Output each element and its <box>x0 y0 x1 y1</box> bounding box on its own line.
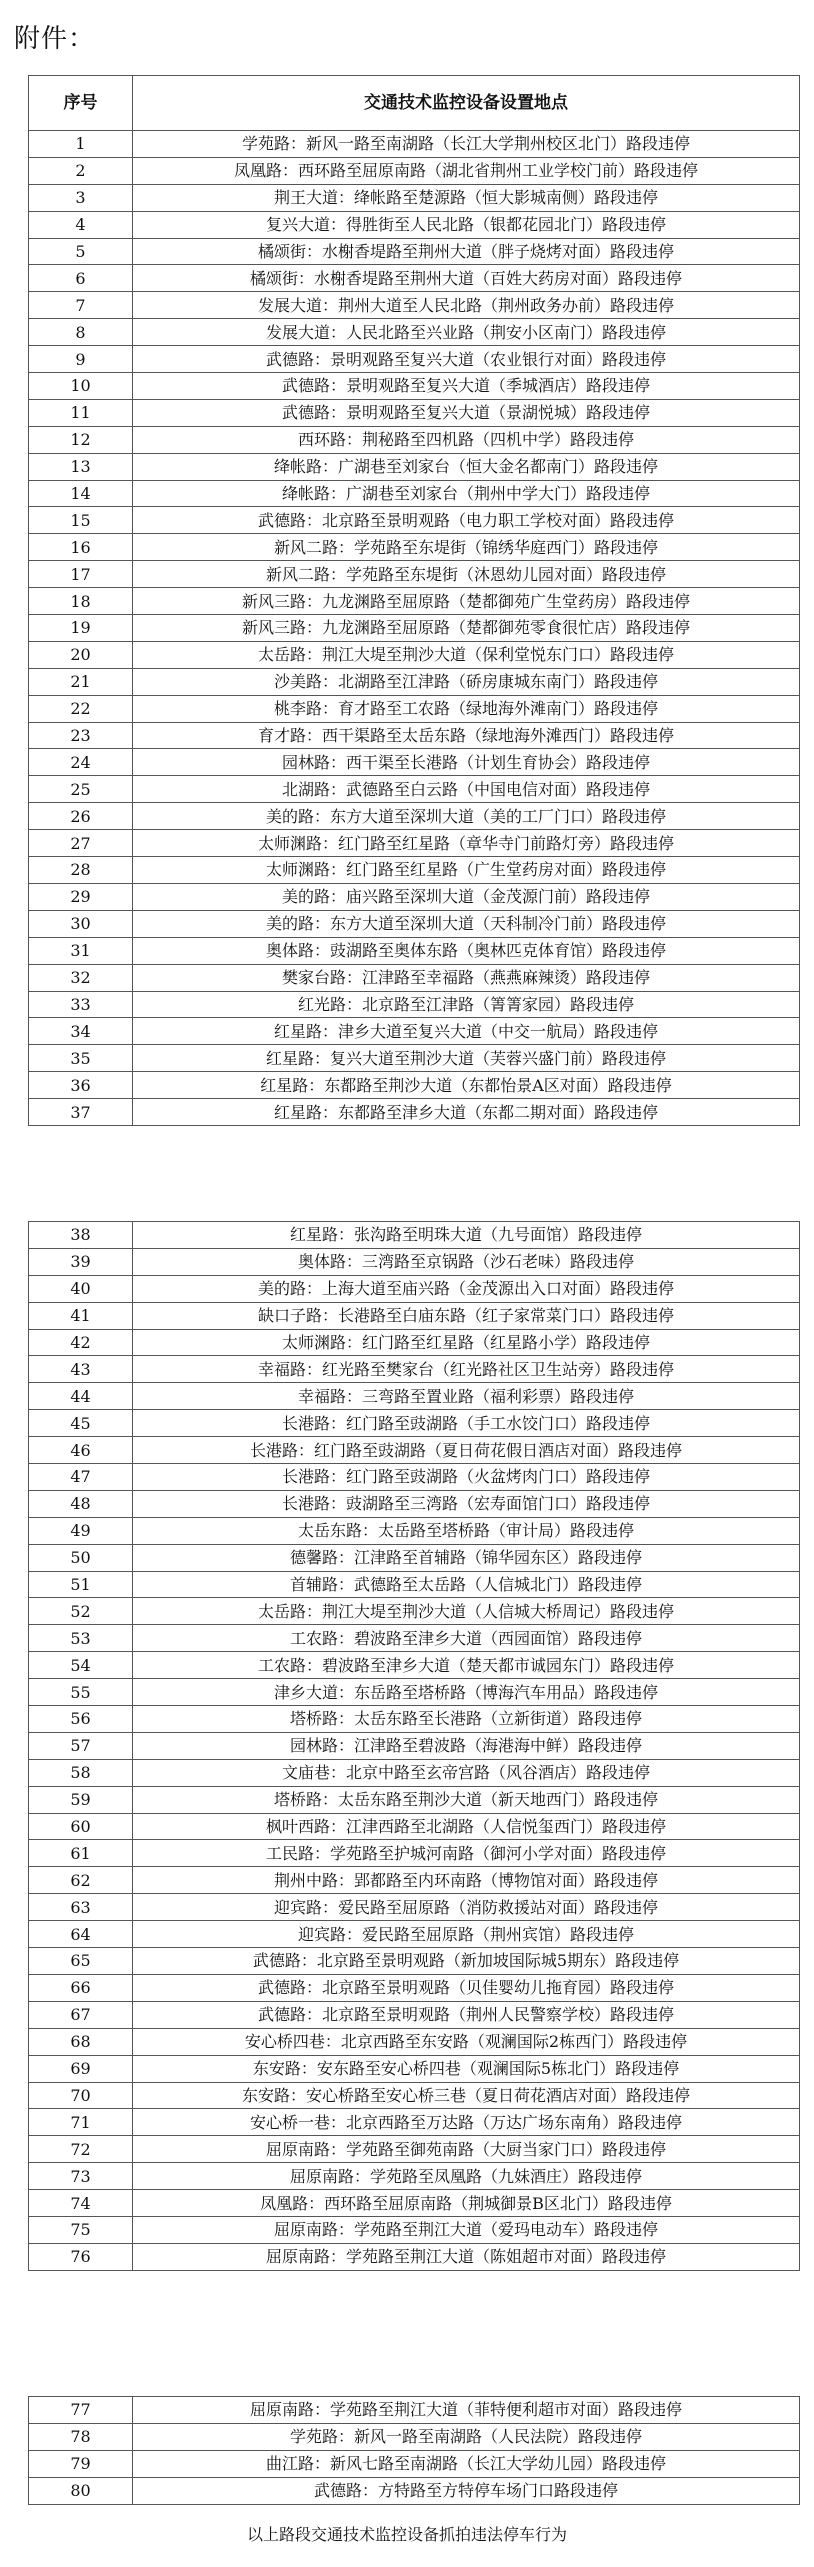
table-row <box>29 1759 800 1786</box>
row-location: 凤凰路：西环路至屈原南路（湖北省荆州工业学校门前）路段违停 <box>133 157 800 184</box>
row-location: 桃李路：育才路至工农路（绿地海外滩南门）路段违停 <box>133 695 800 722</box>
row-location: 武德路：景明观路至复兴大道（农业银行对面）路段违停 <box>133 346 800 373</box>
table-row <box>29 668 800 695</box>
row-seq: 70 <box>29 2082 133 2109</box>
row-seq: 67 <box>29 2001 133 2028</box>
row-seq: 77 <box>29 2397 133 2424</box>
table-row <box>29 1302 800 1329</box>
row-seq: 13 <box>29 453 133 480</box>
table-row <box>29 2243 800 2270</box>
table-row <box>29 991 800 1018</box>
row-location: 屈原南路：学苑路至凤凰路（九妹酒庄）路段违停 <box>133 2163 800 2190</box>
table-row <box>29 426 800 453</box>
table-row <box>29 1437 800 1464</box>
table-row <box>29 722 800 749</box>
row-seq: 17 <box>29 561 133 588</box>
table-row <box>29 1490 800 1517</box>
table-row <box>29 803 800 830</box>
row-seq: 8 <box>29 319 133 346</box>
row-location: 西环路：荆秘路至四机路（四机中学）路段违停 <box>133 426 800 453</box>
table-row <box>29 1948 800 1975</box>
table-row <box>29 1706 800 1733</box>
row-location: 园林路：西干渠至长港路（计划生育协会）路段违停 <box>133 749 800 776</box>
row-seq: 65 <box>29 1948 133 1975</box>
row-location: 凤凰路：西环路至屈原南路（荆城御景B区北门）路段违停 <box>133 2190 800 2217</box>
table-row <box>29 453 800 480</box>
row-location: 绛帐路：广湖巷至刘家台（荆州中学大门）路段违停 <box>133 480 800 507</box>
row-location: 武德路：景明观路至复兴大道（景湖悦城）路段违停 <box>133 399 800 426</box>
row-seq: 23 <box>29 722 133 749</box>
table-row <box>29 641 800 668</box>
row-location: 新风三路：九龙渊路至屈原路（楚都御苑广生堂药房）路段违停 <box>133 588 800 615</box>
row-location: 发展大道：人民北路至兴业路（荆安小区南门）路段违停 <box>133 319 800 346</box>
row-seq: 18 <box>29 588 133 615</box>
table-row <box>29 561 800 588</box>
table-row <box>29 211 800 238</box>
table-row <box>29 1625 800 1652</box>
table-row <box>29 507 800 534</box>
row-location: 红星路：津乡大道至复兴大道（中交一航局）路段违停 <box>133 1018 800 1045</box>
row-seq: 60 <box>29 1813 133 1840</box>
table-row <box>29 1571 800 1598</box>
row-seq: 37 <box>29 1099 133 1126</box>
table-row <box>29 373 800 400</box>
row-location: 武德路：北京路至景明观路（电力职工学校对面）路段违停 <box>133 507 800 534</box>
table-row <box>29 265 800 292</box>
row-location: 屈原南路：学苑路至荆江大道（爱玛电动车）路段违停 <box>133 2216 800 2243</box>
table-row <box>29 1018 800 1045</box>
row-location: 武德路：景明观路至复兴大道（季城酒店）路段违停 <box>133 373 800 400</box>
row-location: 武德路：北京路至景明观路（新加坡国际城5期东）路段违停 <box>133 1948 800 1975</box>
table-row <box>29 1974 800 2001</box>
row-seq: 30 <box>29 910 133 937</box>
row-seq: 66 <box>29 1974 133 2001</box>
table-row <box>29 157 800 184</box>
table-row <box>29 184 800 211</box>
table-row <box>29 964 800 991</box>
table-row <box>29 1517 800 1544</box>
table-row <box>29 2163 800 2190</box>
row-location: 工农路：碧波路至津乡大道（楚天都市诚园东门）路段违停 <box>133 1652 800 1679</box>
table-row <box>29 1464 800 1491</box>
row-seq: 33 <box>29 991 133 1018</box>
row-seq: 41 <box>29 1302 133 1329</box>
row-location: 奥体路：三湾路至京锅路（沙石老味）路段违停 <box>133 1248 800 1275</box>
row-location: 德馨路：江津路至首辅路（锦华园东区）路段违停 <box>133 1544 800 1571</box>
row-location: 缺口子路：长港路至白庙东路（红子家常菜门口）路段违停 <box>133 1302 800 1329</box>
row-location: 荆王大道：绛帐路至楚源路（恒大影城南侧）路段违停 <box>133 184 800 211</box>
row-seq: 71 <box>29 2109 133 2136</box>
row-location: 塔桥路：太岳东路至荆沙大道（新天地西门）路段违停 <box>133 1786 800 1813</box>
row-seq: 48 <box>29 1490 133 1517</box>
row-location: 工民路：学苑路至护城河南路（御河小学对面）路段违停 <box>133 1840 800 1867</box>
row-location: 沙美路：北湖路至江津路（硚房康城东南门）路段违停 <box>133 668 800 695</box>
row-seq: 61 <box>29 1840 133 1867</box>
row-seq: 73 <box>29 2163 133 2190</box>
table-row <box>29 2397 800 2424</box>
row-location: 长港路：豉湖路至三湾路（宏寿面馆门口）路段违停 <box>133 1490 800 1517</box>
row-location: 太师渊路：红门路至红星路（章华寺门前路灯旁）路段违停 <box>133 830 800 857</box>
table-row <box>29 910 800 937</box>
table-row <box>29 399 800 426</box>
table-row <box>29 2109 800 2136</box>
row-seq: 9 <box>29 346 133 373</box>
table-row <box>29 2216 800 2243</box>
row-location: 迎宾路：爱民路至屈原路（消防救援站对面）路段违停 <box>133 1894 800 1921</box>
row-seq: 54 <box>29 1652 133 1679</box>
row-seq: 22 <box>29 695 133 722</box>
table-row <box>29 1652 800 1679</box>
table-row <box>29 776 800 803</box>
table-row <box>29 131 800 158</box>
table-row <box>29 2082 800 2109</box>
row-location: 红星路：复兴大道至荆沙大道（芙蓉兴盛门前）路段违停 <box>133 1045 800 1072</box>
row-seq: 14 <box>29 480 133 507</box>
table-row <box>29 749 800 776</box>
row-seq: 45 <box>29 1410 133 1437</box>
row-location: 美的路：东方大道至深圳大道（天科制冷门前）路段违停 <box>133 910 800 937</box>
table-row <box>29 238 800 265</box>
row-location: 红星路：东都路至津乡大道（东都二期对面）路段违停 <box>133 1099 800 1126</box>
row-seq: 53 <box>29 1625 133 1652</box>
row-location: 太岳路：荆江大堤至荆沙大道（人信城大桥周记）路段违停 <box>133 1598 800 1625</box>
row-seq: 72 <box>29 2136 133 2163</box>
row-seq: 24 <box>29 749 133 776</box>
table-row <box>29 1921 800 1948</box>
row-location: 美的路：东方大道至深圳大道（美的工厂门口）路段违停 <box>133 803 800 830</box>
row-location: 樊家台路：江津路至幸福路（燕燕麻辣烫）路段违停 <box>133 964 800 991</box>
row-seq: 28 <box>29 857 133 884</box>
row-location: 育才路：西干渠路至太岳东路（绿地海外滩西门）路段违停 <box>133 722 800 749</box>
row-location: 武德路：北京路至景明观路（贝佳婴幼儿拖育园）路段违停 <box>133 1974 800 2001</box>
row-location: 太师渊路：红门路至红星路（红星路小学）路段违停 <box>133 1329 800 1356</box>
row-location: 北湖路：武德路至白云路（中国电信对面）路段违停 <box>133 776 800 803</box>
row-seq: 10 <box>29 373 133 400</box>
row-seq: 16 <box>29 534 133 561</box>
row-location: 武德路：北京路至景明观路（荆州人民警察学校）路段违停 <box>133 2001 800 2028</box>
monitoring-table-part-2 <box>28 1221 800 2271</box>
row-location: 屈原南路：学苑路至御苑南路（大厨当家门口）路段违停 <box>133 2136 800 2163</box>
table-row <box>29 319 800 346</box>
table-row <box>29 2423 800 2450</box>
table-row <box>29 830 800 857</box>
row-location: 首辅路：武德路至太岳路（人信城北门）路段违停 <box>133 1571 800 1598</box>
row-location: 文庙巷：北京中路至玄帝宫路（风谷酒店）路段违停 <box>133 1759 800 1786</box>
row-location: 新风二路：学苑路至东堤街（锦绣华庭西门）路段违停 <box>133 534 800 561</box>
table-row <box>29 1356 800 1383</box>
row-seq: 58 <box>29 1759 133 1786</box>
table-row <box>29 2055 800 2082</box>
row-location: 武德路：方特路至方特停车场门口路段违停 <box>133 2477 800 2504</box>
table-row <box>29 1045 800 1072</box>
row-seq: 42 <box>29 1329 133 1356</box>
row-seq: 57 <box>29 1732 133 1759</box>
row-seq: 38 <box>29 1222 133 1249</box>
row-location: 复兴大道：得胜街至人民北路（银都花园北门）路段违停 <box>133 211 800 238</box>
row-seq: 49 <box>29 1517 133 1544</box>
table-row <box>29 2477 800 2504</box>
row-location: 幸福路：红光路至樊家台（红光路社区卫生站旁）路段违停 <box>133 1356 800 1383</box>
row-seq: 36 <box>29 1072 133 1099</box>
table-row <box>29 857 800 884</box>
row-location: 屈原南路：学苑路至荆江大道（陈姐超市对面）路段违停 <box>133 2243 800 2270</box>
row-location: 红星路：东都路至荆沙大道（东都怡景A区对面）路段违停 <box>133 1072 800 1099</box>
row-seq: 34 <box>29 1018 133 1045</box>
row-seq: 56 <box>29 1706 133 1733</box>
row-seq: 46 <box>29 1437 133 1464</box>
row-seq: 43 <box>29 1356 133 1383</box>
table-row <box>29 1840 800 1867</box>
row-location: 长港路：红门路至豉湖路（夏日荷花假日酒店对面）路段违停 <box>133 1437 800 1464</box>
table-row <box>29 1894 800 1921</box>
table-row <box>29 588 800 615</box>
row-location: 太师渊路：红门路至红星路（广生堂药房对面）路段违停 <box>133 857 800 884</box>
row-seq: 5 <box>29 238 133 265</box>
table-row <box>29 1248 800 1275</box>
row-seq: 78 <box>29 2423 133 2450</box>
row-location: 屈原南路：学苑路至荆江大道（菲特便利超市对面）路段违停 <box>133 2397 800 2424</box>
row-location: 学苑路：新风一路至南湖路（人民法院）路段违停 <box>133 2423 800 2450</box>
table-row <box>29 1329 800 1356</box>
row-seq: 4 <box>29 211 133 238</box>
monitoring-table-part-1 <box>28 75 800 1126</box>
row-location: 迎宾路：爱民路至屈原路（荆州宾馆）路段违停 <box>133 1921 800 1948</box>
row-location: 工农路：碧波路至津乡大道（西园面馆）路段违停 <box>133 1625 800 1652</box>
table-header-row <box>29 76 800 131</box>
row-seq: 69 <box>29 2055 133 2082</box>
row-location: 太岳路：荆江大堤至荆沙大道（保利堂悦东门口）路段违停 <box>133 641 800 668</box>
table-row <box>29 1786 800 1813</box>
row-seq: 59 <box>29 1786 133 1813</box>
row-location: 橘颂街：水榭香堤路至荆州大道（百姓大药房对面）路段违停 <box>133 265 800 292</box>
table-row <box>29 1679 800 1706</box>
row-location: 幸福路：三弯路至置业路（福利彩票）路段违停 <box>133 1383 800 1410</box>
row-location: 曲江路：新风七路至南湖路（长江大学幼儿园）路段违停 <box>133 2450 800 2477</box>
row-seq: 74 <box>29 2190 133 2217</box>
table-row <box>29 937 800 964</box>
row-location: 发展大道：荆州大道至人民北路（荆州政务办前）路段违停 <box>133 292 800 319</box>
table-row <box>29 1867 800 1894</box>
table-row <box>29 2001 800 2028</box>
table-row <box>29 1275 800 1302</box>
row-seq: 63 <box>29 1894 133 1921</box>
row-seq: 76 <box>29 2243 133 2270</box>
row-seq: 3 <box>29 184 133 211</box>
row-seq: 52 <box>29 1598 133 1625</box>
row-seq: 80 <box>29 2477 133 2504</box>
row-location: 红星路：张沟路至明珠大道（九号面馆）路段违停 <box>133 1222 800 1249</box>
row-seq: 12 <box>29 426 133 453</box>
row-location: 安心桥四巷：北京西路至东安路（观澜国际2栋西门）路段违停 <box>133 2028 800 2055</box>
table-row <box>29 1813 800 1840</box>
row-seq: 32 <box>29 964 133 991</box>
row-seq: 47 <box>29 1464 133 1491</box>
table-row <box>29 1072 800 1099</box>
row-seq: 20 <box>29 641 133 668</box>
table-row <box>29 1099 800 1126</box>
table-row <box>29 534 800 561</box>
row-seq: 40 <box>29 1275 133 1302</box>
row-location: 橘颂街：水榭香堤路至荆州大道（胖子烧烤对面）路段违停 <box>133 238 800 265</box>
row-location: 园林路：江津路至碧波路（海港海中鲜）路段违停 <box>133 1732 800 1759</box>
row-seq: 62 <box>29 1867 133 1894</box>
row-seq: 79 <box>29 2450 133 2477</box>
attachment-heading: 附件： <box>14 24 96 54</box>
row-location: 长港路：红门路至豉湖路（火盆烤肉门口）路段违停 <box>133 1464 800 1491</box>
row-seq: 11 <box>29 399 133 426</box>
row-seq: 7 <box>29 292 133 319</box>
row-location: 东安路：安东路至安心桥四巷（观澜国际5栋北门）路段违停 <box>133 2055 800 2082</box>
table-row <box>29 2450 800 2477</box>
table-row <box>29 1598 800 1625</box>
row-seq: 44 <box>29 1383 133 1410</box>
table-row <box>29 615 800 642</box>
row-seq: 35 <box>29 1045 133 1072</box>
row-seq: 1 <box>29 131 133 158</box>
row-seq: 26 <box>29 803 133 830</box>
table-row <box>29 480 800 507</box>
row-seq: 68 <box>29 2028 133 2055</box>
table-row <box>29 2136 800 2163</box>
row-location: 津乡大道：东岳路至塔桥路（博海汽车用品）路段违停 <box>133 1679 800 1706</box>
row-location: 学苑路：新风一路至南湖路（长江大学荆州校区北门）路段违停 <box>133 131 800 158</box>
table-row <box>29 1383 800 1410</box>
table-row <box>29 883 800 910</box>
row-location: 奥体路：豉湖路至奥体东路（奥林匹克体育馆）路段违停 <box>133 937 800 964</box>
row-seq: 39 <box>29 1248 133 1275</box>
footer-note: 以上路段交通技术监控设备抓拍违法停车行为 <box>246 2525 567 2544</box>
row-seq: 15 <box>29 507 133 534</box>
table-row <box>29 1544 800 1571</box>
table-row <box>29 346 800 373</box>
row-location: 红光路：北京路至江津路（箐箐家园）路段违停 <box>133 991 800 1018</box>
row-seq: 6 <box>29 265 133 292</box>
table-row <box>29 2190 800 2217</box>
row-seq: 50 <box>29 1544 133 1571</box>
row-location: 塔桥路：太岳东路至长港路（立新街道）路段违停 <box>133 1706 800 1733</box>
table-row <box>29 1410 800 1437</box>
row-seq: 75 <box>29 2216 133 2243</box>
row-seq: 2 <box>29 157 133 184</box>
header-location: 交通技术监控设备设置地点 <box>133 76 800 131</box>
row-seq: 31 <box>29 937 133 964</box>
row-seq: 27 <box>29 830 133 857</box>
table-row <box>29 695 800 722</box>
row-location: 东安路：安心桥路至安心桥三巷（夏日荷花酒店对面）路段违停 <box>133 2082 800 2109</box>
row-seq: 55 <box>29 1679 133 1706</box>
row-location: 美的路：上海大道至庙兴路（金茂源出入口对面）路段违停 <box>133 1275 800 1302</box>
row-seq: 21 <box>29 668 133 695</box>
row-location: 新风三路：九龙渊路至屈原路（楚都御苑零食很忙店）路段违停 <box>133 615 800 642</box>
row-location: 长港路：红门路至豉湖路（手工水饺门口）路段违停 <box>133 1410 800 1437</box>
table-row <box>29 1732 800 1759</box>
row-location: 荆州中路：郢都路至内环南路（博物馆对面）路段违停 <box>133 1867 800 1894</box>
row-location: 枫叶西路：江津西路至北湖路（人信悦玺西门）路段违停 <box>133 1813 800 1840</box>
header-seq: 序号 <box>29 76 133 131</box>
monitoring-table-part-3 <box>28 2396 800 2505</box>
row-seq: 64 <box>29 1921 133 1948</box>
row-seq: 51 <box>29 1571 133 1598</box>
table-row <box>29 2028 800 2055</box>
row-location: 安心桥一巷：北京西路至万达路（万达广场东南角）路段违停 <box>133 2109 800 2136</box>
row-location: 绛帐路：广湖巷至刘家台（恒大金名都南门）路段违停 <box>133 453 800 480</box>
row-location: 新风二路：学苑路至东堤街（沐恩幼儿园对面）路段违停 <box>133 561 800 588</box>
table-row <box>29 292 800 319</box>
table-row <box>29 1222 800 1249</box>
row-seq: 19 <box>29 615 133 642</box>
row-seq: 25 <box>29 776 133 803</box>
row-location: 太岳东路：太岳路至塔桥路（审计局）路段违停 <box>133 1517 800 1544</box>
row-seq: 29 <box>29 883 133 910</box>
row-location: 美的路：庙兴路至深圳大道（金茂源门前）路段违停 <box>133 883 800 910</box>
